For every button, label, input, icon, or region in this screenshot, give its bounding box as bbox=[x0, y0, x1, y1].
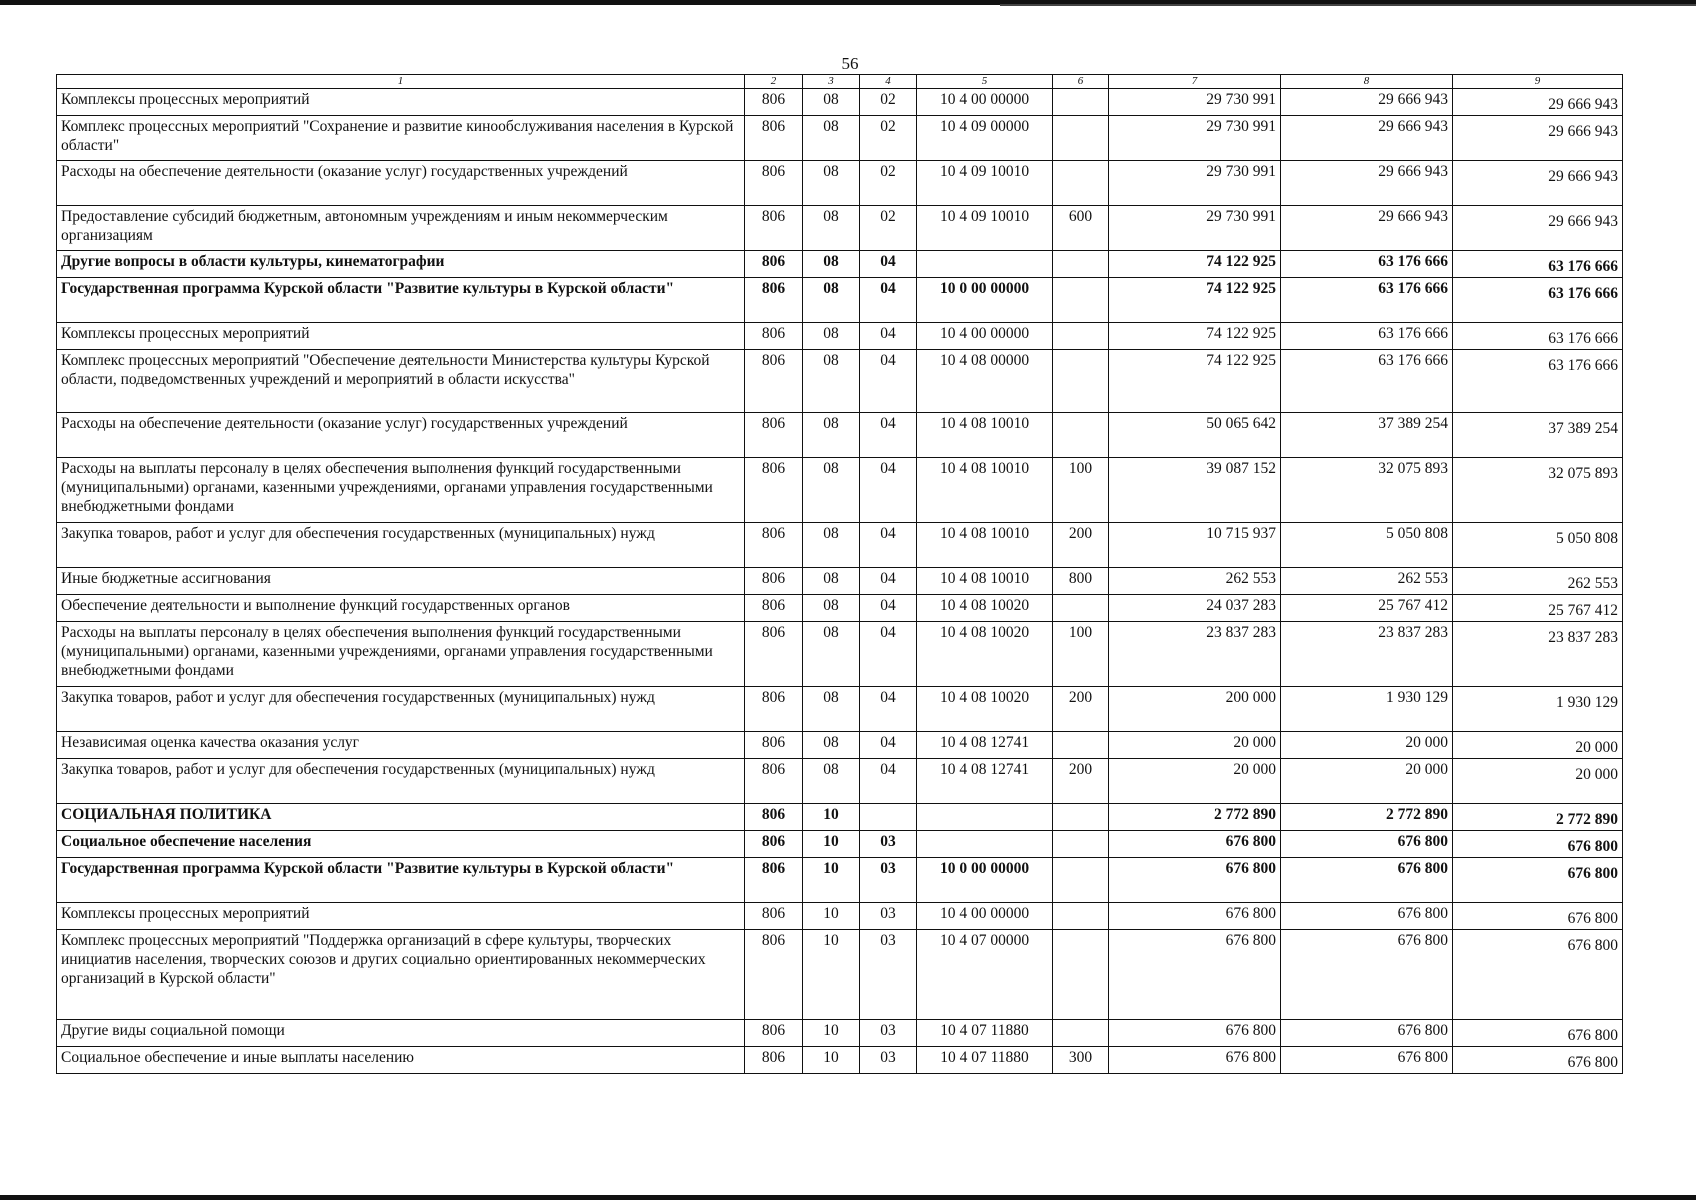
col-5-value bbox=[917, 831, 1053, 858]
col-5-value: 10 4 08 10020 bbox=[917, 622, 1053, 687]
col-8-amount: 29 666 943 bbox=[1281, 161, 1453, 206]
col-9-amount: 29 666 943 bbox=[1453, 206, 1623, 251]
col-9-amount: 37 389 254 bbox=[1453, 413, 1623, 458]
column-header: 4 bbox=[860, 75, 917, 89]
col-6-value bbox=[1053, 251, 1109, 278]
table-row bbox=[57, 804, 1623, 831]
column-header: 6 bbox=[1053, 75, 1109, 89]
col-5-value bbox=[917, 804, 1053, 831]
col-9-amount: 676 800 bbox=[1453, 1047, 1623, 1074]
col-7-amount: 262 553 bbox=[1109, 568, 1281, 595]
col-4-value: 04 bbox=[860, 278, 917, 323]
col-8-amount: 676 800 bbox=[1281, 831, 1453, 858]
col-8-amount: 63 176 666 bbox=[1281, 278, 1453, 323]
col-5-value: 10 4 07 11880 bbox=[917, 1020, 1053, 1047]
col-8-amount: 29 666 943 bbox=[1281, 206, 1453, 251]
row-name: Комплексы процессных мероприятий bbox=[57, 903, 745, 930]
col-6-value bbox=[1053, 116, 1109, 161]
table-row bbox=[57, 458, 1623, 523]
page-number: 56 bbox=[841, 54, 859, 73]
col-7-amount: 74 122 925 bbox=[1109, 323, 1281, 350]
col-8-amount: 25 767 412 bbox=[1281, 595, 1453, 622]
col-4-value: 04 bbox=[860, 595, 917, 622]
table-row bbox=[57, 1047, 1623, 1074]
col-6-value bbox=[1053, 903, 1109, 930]
row-name: Комплексы процессных мероприятий bbox=[57, 89, 745, 116]
col-8-amount: 63 176 666 bbox=[1281, 251, 1453, 278]
col-2-value: 806 bbox=[745, 206, 803, 251]
col-4-value: 04 bbox=[860, 732, 917, 759]
col-4-value: 04 bbox=[860, 323, 917, 350]
col-4-value: 04 bbox=[860, 622, 917, 687]
col-4-value: 02 bbox=[860, 206, 917, 251]
row-name: Другие вопросы в области культуры, кинематографии bbox=[57, 251, 745, 278]
table-row bbox=[57, 350, 1623, 413]
col-9-amount: 23 837 283 bbox=[1453, 622, 1623, 687]
col-7-amount: 20 000 bbox=[1109, 732, 1281, 759]
col-9-amount: 32 075 893 bbox=[1453, 458, 1623, 523]
column-header: 5 bbox=[917, 75, 1053, 89]
col-5-value: 10 4 07 00000 bbox=[917, 930, 1053, 1020]
table-row bbox=[57, 759, 1623, 804]
col-3-value: 08 bbox=[803, 687, 860, 732]
col-6-value bbox=[1053, 413, 1109, 458]
col-6-value bbox=[1053, 831, 1109, 858]
col-8-amount: 676 800 bbox=[1281, 903, 1453, 930]
col-4-value: 02 bbox=[860, 89, 917, 116]
col-5-value: 10 0 00 00000 bbox=[917, 858, 1053, 903]
col-7-amount: 39 087 152 bbox=[1109, 458, 1281, 523]
col-3-value: 08 bbox=[803, 622, 860, 687]
col-2-value: 806 bbox=[745, 161, 803, 206]
col-4-value: 03 bbox=[860, 858, 917, 903]
table-row bbox=[57, 622, 1623, 687]
row-name: Комплексы процессных мероприятий bbox=[57, 323, 745, 350]
col-9-amount: 5 050 808 bbox=[1453, 523, 1623, 568]
col-6-value: 200 bbox=[1053, 523, 1109, 568]
table-row bbox=[57, 903, 1623, 930]
col-6-value bbox=[1053, 804, 1109, 831]
table-row bbox=[57, 278, 1623, 323]
scan-bottom-edge bbox=[0, 1195, 1696, 1200]
col-4-value: 04 bbox=[860, 458, 917, 523]
col-7-amount: 29 730 991 bbox=[1109, 161, 1281, 206]
col-9-amount: 676 800 bbox=[1453, 930, 1623, 1020]
col-9-amount: 262 553 bbox=[1453, 568, 1623, 595]
col-4-value: 03 bbox=[860, 1020, 917, 1047]
col-4-value bbox=[860, 804, 917, 831]
col-4-value: 04 bbox=[860, 350, 917, 413]
col-3-value: 08 bbox=[803, 278, 860, 323]
row-name: Расходы на обеспечение деятельности (оказание услуг) государственных учреждений bbox=[57, 413, 745, 458]
col-9-amount: 676 800 bbox=[1453, 858, 1623, 903]
row-name: Иные бюджетные ассигнования bbox=[57, 568, 745, 595]
col-8-amount: 63 176 666 bbox=[1281, 323, 1453, 350]
row-name: Комплекс процессных мероприятий "Обеспечение деятельности Министерства культуры Курской области, подведомственных учреждений и мероприятий в области искусства" bbox=[57, 350, 745, 413]
col-2-value: 806 bbox=[745, 116, 803, 161]
col-2-value: 806 bbox=[745, 278, 803, 323]
scan-top-edge-shadow bbox=[1000, 4, 1696, 6]
col-3-value: 08 bbox=[803, 568, 860, 595]
col-4-value: 02 bbox=[860, 116, 917, 161]
column-header: 1 bbox=[57, 75, 745, 89]
col-2-value: 806 bbox=[745, 413, 803, 458]
col-4-value: 02 bbox=[860, 161, 917, 206]
col-4-value: 04 bbox=[860, 568, 917, 595]
col-8-amount: 23 837 283 bbox=[1281, 622, 1453, 687]
col-2-value: 806 bbox=[745, 804, 803, 831]
col-9-amount: 20 000 bbox=[1453, 759, 1623, 804]
col-5-value bbox=[917, 251, 1053, 278]
col-8-amount: 20 000 bbox=[1281, 759, 1453, 804]
row-name: Расходы на выплаты персоналу в целях обеспечения выполнения функций государственными (муниципальными) органами, казенными учреждениями, органами управления государственными внебюджетными фондами bbox=[57, 622, 745, 687]
col-6-value: 200 bbox=[1053, 687, 1109, 732]
col-2-value: 806 bbox=[745, 350, 803, 413]
col-2-value: 806 bbox=[745, 759, 803, 804]
row-name: Комплекс процессных мероприятий "Сохранение и развитие кинообслуживания населения в Курской области" bbox=[57, 116, 745, 161]
col-3-value: 08 bbox=[803, 206, 860, 251]
row-name: Обеспечение деятельности и выполнение функций государственных органов bbox=[57, 595, 745, 622]
col-7-amount: 10 715 937 bbox=[1109, 523, 1281, 568]
column-header: 8 bbox=[1281, 75, 1453, 89]
col-6-value: 100 bbox=[1053, 458, 1109, 523]
col-8-amount: 37 389 254 bbox=[1281, 413, 1453, 458]
col-6-value bbox=[1053, 732, 1109, 759]
col-9-amount: 63 176 666 bbox=[1453, 278, 1623, 323]
col-5-value: 10 4 08 10020 bbox=[917, 595, 1053, 622]
col-3-value: 08 bbox=[803, 350, 860, 413]
col-4-value: 03 bbox=[860, 1047, 917, 1074]
col-3-value: 08 bbox=[803, 161, 860, 206]
col-8-amount: 676 800 bbox=[1281, 930, 1453, 1020]
col-9-amount: 1 930 129 bbox=[1453, 687, 1623, 732]
column-header: 7 bbox=[1109, 75, 1281, 89]
col-7-amount: 29 730 991 bbox=[1109, 89, 1281, 116]
col-4-value: 04 bbox=[860, 523, 917, 568]
col-7-amount: 74 122 925 bbox=[1109, 278, 1281, 323]
col-3-value: 08 bbox=[803, 89, 860, 116]
col-9-amount: 29 666 943 bbox=[1453, 89, 1623, 116]
col-2-value: 806 bbox=[745, 89, 803, 116]
col-9-amount: 29 666 943 bbox=[1453, 116, 1623, 161]
col-3-value: 10 bbox=[803, 804, 860, 831]
col-8-amount: 29 666 943 bbox=[1281, 89, 1453, 116]
col-3-value: 08 bbox=[803, 251, 860, 278]
col-3-value: 08 bbox=[803, 323, 860, 350]
col-9-amount: 676 800 bbox=[1453, 903, 1623, 930]
col-2-value: 806 bbox=[745, 858, 803, 903]
col-8-amount: 2 772 890 bbox=[1281, 804, 1453, 831]
col-8-amount: 32 075 893 bbox=[1281, 458, 1453, 523]
col-8-amount: 676 800 bbox=[1281, 1020, 1453, 1047]
col-8-amount: 29 666 943 bbox=[1281, 116, 1453, 161]
col-8-amount: 1 930 129 bbox=[1281, 687, 1453, 732]
table-row bbox=[57, 858, 1623, 903]
table-row bbox=[57, 161, 1623, 206]
col-2-value: 806 bbox=[745, 568, 803, 595]
table-row bbox=[57, 413, 1623, 458]
col-5-value: 10 4 09 10010 bbox=[917, 161, 1053, 206]
col-6-value bbox=[1053, 161, 1109, 206]
col-2-value: 806 bbox=[745, 523, 803, 568]
col-8-amount: 20 000 bbox=[1281, 732, 1453, 759]
col-9-amount: 63 176 666 bbox=[1453, 323, 1623, 350]
row-name: Независимая оценка качества оказания услуг bbox=[57, 732, 745, 759]
col-3-value: 08 bbox=[803, 595, 860, 622]
col-9-amount: 2 772 890 bbox=[1453, 804, 1623, 831]
col-7-amount: 2 772 890 bbox=[1109, 804, 1281, 831]
col-7-amount: 29 730 991 bbox=[1109, 206, 1281, 251]
table-row bbox=[57, 1020, 1623, 1047]
table-row bbox=[57, 568, 1623, 595]
col-8-amount: 63 176 666 bbox=[1281, 350, 1453, 413]
col-2-value: 806 bbox=[745, 251, 803, 278]
col-6-value bbox=[1053, 595, 1109, 622]
col-2-value: 806 bbox=[745, 687, 803, 732]
col-5-value: 10 4 00 00000 bbox=[917, 323, 1053, 350]
col-8-amount: 676 800 bbox=[1281, 1047, 1453, 1074]
col-2-value: 806 bbox=[745, 1020, 803, 1047]
row-name: Закупка товаров, работ и услуг для обеспечения государственных (муниципальных) нужд bbox=[57, 687, 745, 732]
col-3-value: 10 bbox=[803, 903, 860, 930]
col-4-value: 04 bbox=[860, 759, 917, 804]
col-5-value: 10 4 07 11880 bbox=[917, 1047, 1053, 1074]
row-name: Расходы на обеспечение деятельности (оказание услуг) государственных учреждений bbox=[57, 161, 745, 206]
row-name: Закупка товаров, работ и услуг для обеспечения государственных (муниципальных) нужд bbox=[57, 759, 745, 804]
col-3-value: 08 bbox=[803, 413, 860, 458]
col-6-value bbox=[1053, 930, 1109, 1020]
col-2-value: 806 bbox=[745, 323, 803, 350]
col-6-value: 200 bbox=[1053, 759, 1109, 804]
row-name: Социальное обеспечение населения bbox=[57, 831, 745, 858]
table-row bbox=[57, 206, 1623, 251]
col-7-amount: 24 037 283 bbox=[1109, 595, 1281, 622]
col-7-amount: 50 065 642 bbox=[1109, 413, 1281, 458]
column-header: 3 bbox=[803, 75, 860, 89]
col-7-amount: 676 800 bbox=[1109, 903, 1281, 930]
row-name: Социальное обеспечение и иные выплаты населению bbox=[57, 1047, 745, 1074]
col-2-value: 806 bbox=[745, 930, 803, 1020]
col-3-value: 08 bbox=[803, 759, 860, 804]
table-header-row bbox=[57, 75, 1623, 89]
budget-table bbox=[56, 74, 1623, 1074]
col-2-value: 806 bbox=[745, 622, 803, 687]
col-5-value: 10 4 08 10010 bbox=[917, 413, 1053, 458]
col-7-amount: 676 800 bbox=[1109, 930, 1281, 1020]
col-9-amount: 676 800 bbox=[1453, 1020, 1623, 1047]
col-3-value: 08 bbox=[803, 523, 860, 568]
col-5-value: 10 4 08 10010 bbox=[917, 458, 1053, 523]
col-8-amount: 262 553 bbox=[1281, 568, 1453, 595]
col-6-value bbox=[1053, 323, 1109, 350]
col-6-value bbox=[1053, 1020, 1109, 1047]
col-7-amount: 676 800 bbox=[1109, 1047, 1281, 1074]
col-9-amount: 29 666 943 bbox=[1453, 161, 1623, 206]
table-row bbox=[57, 523, 1623, 568]
col-7-amount: 200 000 bbox=[1109, 687, 1281, 732]
col-2-value: 806 bbox=[745, 1047, 803, 1074]
col-5-value: 10 4 08 12741 bbox=[917, 759, 1053, 804]
col-5-value: 10 4 08 10010 bbox=[917, 523, 1053, 568]
col-2-value: 806 bbox=[745, 831, 803, 858]
row-name: Предоставление субсидий бюджетным, автономным учреждениям и иным некоммерческим организациям bbox=[57, 206, 745, 251]
col-5-value: 10 4 08 00000 bbox=[917, 350, 1053, 413]
col-3-value: 10 bbox=[803, 831, 860, 858]
col-6-value bbox=[1053, 89, 1109, 116]
col-9-amount: 25 767 412 bbox=[1453, 595, 1623, 622]
col-4-value: 04 bbox=[860, 251, 917, 278]
col-9-amount: 676 800 bbox=[1453, 831, 1623, 858]
col-5-value: 10 4 08 10020 bbox=[917, 687, 1053, 732]
col-7-amount: 74 122 925 bbox=[1109, 350, 1281, 413]
col-9-amount: 63 176 666 bbox=[1453, 251, 1623, 278]
row-name: Государственная программа Курской области "Развитие культуры в Курской области" bbox=[57, 858, 745, 903]
table-row bbox=[57, 732, 1623, 759]
col-6-value: 300 bbox=[1053, 1047, 1109, 1074]
col-4-value: 03 bbox=[860, 930, 917, 1020]
col-3-value: 08 bbox=[803, 116, 860, 161]
col-4-value: 03 bbox=[860, 831, 917, 858]
col-7-amount: 23 837 283 bbox=[1109, 622, 1281, 687]
col-3-value: 10 bbox=[803, 1020, 860, 1047]
row-name: СОЦИАЛЬНАЯ ПОЛИТИКА bbox=[57, 804, 745, 831]
col-6-value bbox=[1053, 278, 1109, 323]
col-6-value: 600 bbox=[1053, 206, 1109, 251]
col-4-value: 04 bbox=[860, 413, 917, 458]
row-name: Другие виды социальной помощи bbox=[57, 1020, 745, 1047]
col-4-value: 03 bbox=[860, 903, 917, 930]
col-2-value: 806 bbox=[745, 732, 803, 759]
col-7-amount: 676 800 bbox=[1109, 1020, 1281, 1047]
table-row bbox=[57, 323, 1623, 350]
table-row bbox=[57, 116, 1623, 161]
col-3-value: 10 bbox=[803, 930, 860, 1020]
col-6-value bbox=[1053, 350, 1109, 413]
col-5-value: 10 4 09 10010 bbox=[917, 206, 1053, 251]
table-row bbox=[57, 89, 1623, 116]
table-row bbox=[57, 595, 1623, 622]
table-row bbox=[57, 251, 1623, 278]
col-9-amount: 63 176 666 bbox=[1453, 350, 1623, 413]
col-4-value: 04 bbox=[860, 687, 917, 732]
table-row bbox=[57, 930, 1623, 1020]
col-3-value: 08 bbox=[803, 458, 860, 523]
col-6-value: 800 bbox=[1053, 568, 1109, 595]
column-header: 2 bbox=[745, 75, 803, 89]
row-name: Государственная программа Курской области "Развитие культуры в Курской области" bbox=[57, 278, 745, 323]
col-8-amount: 676 800 bbox=[1281, 858, 1453, 903]
table-body bbox=[57, 89, 1623, 1074]
table-row bbox=[57, 687, 1623, 732]
col-6-value: 100 bbox=[1053, 622, 1109, 687]
col-5-value: 10 0 00 00000 bbox=[917, 278, 1053, 323]
column-header: 9 bbox=[1453, 75, 1623, 89]
col-7-amount: 20 000 bbox=[1109, 759, 1281, 804]
col-3-value: 10 bbox=[803, 858, 860, 903]
col-8-amount: 5 050 808 bbox=[1281, 523, 1453, 568]
col-7-amount: 676 800 bbox=[1109, 858, 1281, 903]
col-7-amount: 29 730 991 bbox=[1109, 116, 1281, 161]
col-2-value: 806 bbox=[745, 458, 803, 523]
col-3-value: 10 bbox=[803, 1047, 860, 1074]
col-5-value: 10 4 08 10010 bbox=[917, 568, 1053, 595]
row-name: Закупка товаров, работ и услуг для обеспечения государственных (муниципальных) нужд bbox=[57, 523, 745, 568]
col-6-value bbox=[1053, 858, 1109, 903]
row-name: Комплекс процессных мероприятий "Поддержка организаций в сфере культуры, творческих инициатив населения, творческих союзов и других социально ориентированных некоммерческих организаций в Курской области" bbox=[57, 930, 745, 1020]
table-row bbox=[57, 831, 1623, 858]
col-2-value: 806 bbox=[745, 595, 803, 622]
col-7-amount: 676 800 bbox=[1109, 831, 1281, 858]
col-3-value: 08 bbox=[803, 732, 860, 759]
col-5-value: 10 4 08 12741 bbox=[917, 732, 1053, 759]
col-2-value: 806 bbox=[745, 903, 803, 930]
col-9-amount: 20 000 bbox=[1453, 732, 1623, 759]
col-7-amount: 74 122 925 bbox=[1109, 251, 1281, 278]
row-name: Расходы на выплаты персоналу в целях обеспечения выполнения функций государственными (муниципальными) органами, казенными учреждениями, органами управления государственными внебюджетными фондами bbox=[57, 458, 745, 523]
col-5-value: 10 4 00 00000 bbox=[917, 89, 1053, 116]
col-5-value: 10 4 09 00000 bbox=[917, 116, 1053, 161]
col-5-value: 10 4 00 00000 bbox=[917, 903, 1053, 930]
